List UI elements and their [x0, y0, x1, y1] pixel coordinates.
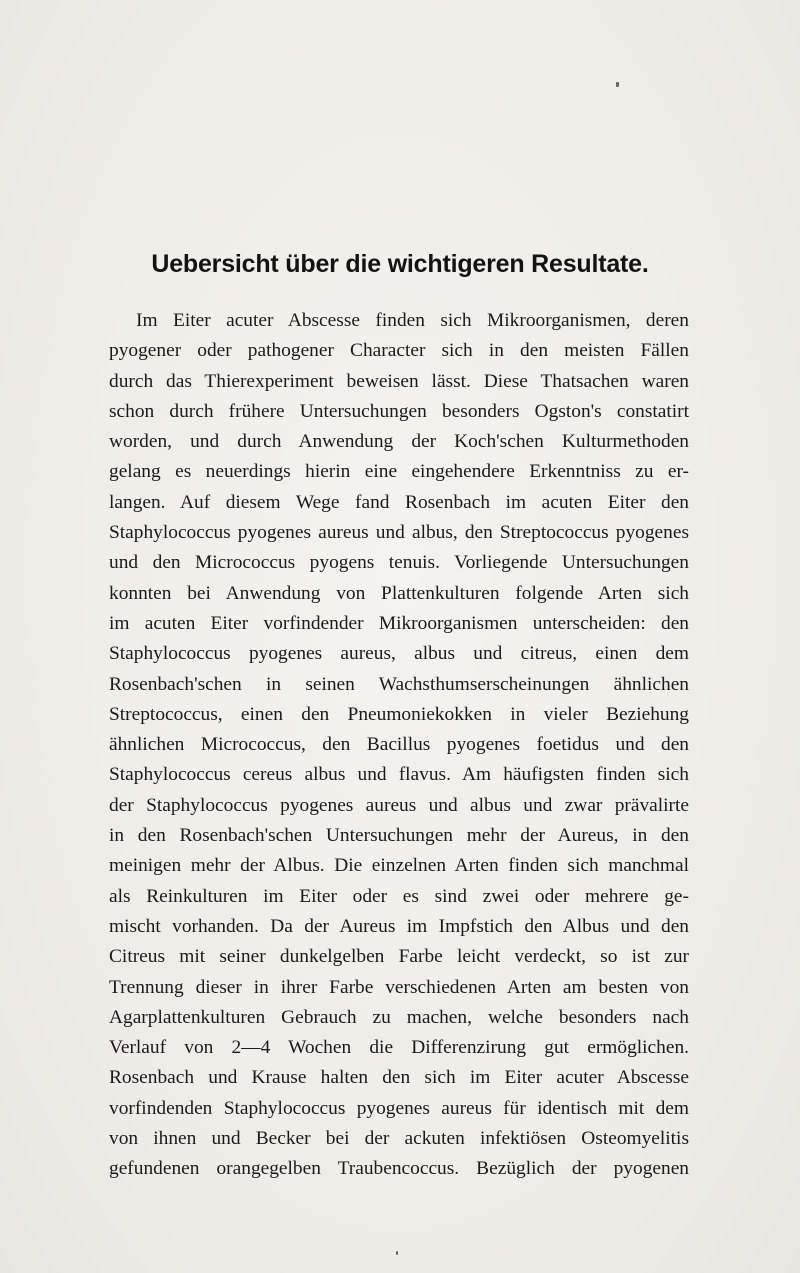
- body-paragraph: [109, 306, 689, 1185]
- text-line: Staphylococcus pyogenes aureus, albus und citreus, einen dem: [109, 643, 689, 665]
- text-line: im acuten Eiter vorfindender Mikroorganismen unterscheiden: den: [109, 612, 689, 634]
- text-line: langen. Auf diesem Wege fand Rosenbach im acuten Eiter den: [109, 491, 689, 513]
- print-speck: [616, 82, 619, 87]
- text-line: ähnlichen Micrococcus, den Bacillus pyogenes foetidus und den: [109, 734, 689, 756]
- text-line: mischt vorhanden. Da der Aureus im Impfstich den Albus und den: [109, 915, 689, 937]
- text-line: gelang es neuerdings hierin eine eingehendere Erkenntniss zu er-: [109, 461, 689, 483]
- text-line: in den Rosenbach'schen Untersuchungen mehr der Aureus, in den: [109, 825, 689, 847]
- text-line: Staphylococcus pyogenes aureus und albus, den Streptococcus pyogenes: [109, 522, 689, 544]
- text-line: vorfindenden Staphylococcus pyogenes aureus für identisch mit dem: [109, 1097, 689, 1119]
- text-line: meinigen mehr der Albus. Die einzelnen Arten finden sich manchmal: [109, 855, 689, 877]
- text-line: der Staphylococcus pyogenes aureus und albus und zwar prävalirte: [109, 794, 689, 816]
- text-line: Rosenbach und Krause halten den sich im Eiter acuter Abscesse: [109, 1067, 689, 1089]
- text-line: Im Eiter acuter Abscesse finden sich Mikroorganismen, deren: [136, 310, 689, 331]
- text-line: durch das Thierexperiment beweisen lässt. Diese Thatsachen waren: [109, 370, 689, 392]
- text-line: gefundenen orangegelben Traubencoccus. Bezüglich der pyogenen: [109, 1158, 689, 1180]
- text-line: pyogener oder pathogener Character sich in den meisten Fällen: [109, 340, 689, 362]
- text-line: schon durch frühere Untersuchungen besonders Ogston's constatirt: [109, 400, 689, 422]
- text-line: worden, und durch Anwendung der Koch'schen Kulturmethoden: [109, 431, 689, 453]
- text-line: Citreus mit seiner dunkelgelben Farbe leicht verdeckt, so ist zur: [109, 946, 689, 968]
- text-line: Staphylococcus cereus albus und flavus. Am häufigsten finden sich: [109, 764, 689, 786]
- text-line: von ihnen und Becker bei der ackuten infektiösen Osteomyelitis: [109, 1128, 689, 1150]
- text-line: Agarplattenkulturen Gebrauch zu machen, welche besonders nach: [109, 1006, 689, 1028]
- text-line: konnten bei Anwendung von Plattenkulturen folgende Arten sich: [109, 582, 689, 604]
- text-line: Trennung dieser in ihrer Farbe verschiedenen Arten am besten von: [109, 976, 689, 998]
- text-line: Rosenbach'schen in seinen Wachsthumserscheinungen ähnlichen: [109, 673, 689, 695]
- page-heading: Uebersicht über die wichtigeren Resultate.: [151, 250, 649, 278]
- text-line: als Reinkulturen im Eiter oder es sind zwei oder mehrere ge-: [109, 885, 689, 907]
- text-line: und den Micrococcus pyogens tenuis. Vorliegende Untersuchungen: [109, 552, 689, 574]
- print-speck: [396, 1251, 398, 1255]
- text-line: Verlauf von 2—4 Wochen die Differenzirung gut ermöglichen.: [109, 1037, 689, 1059]
- text-line: Streptococcus, einen den Pneumoniekokken in vieler Beziehung: [109, 703, 689, 725]
